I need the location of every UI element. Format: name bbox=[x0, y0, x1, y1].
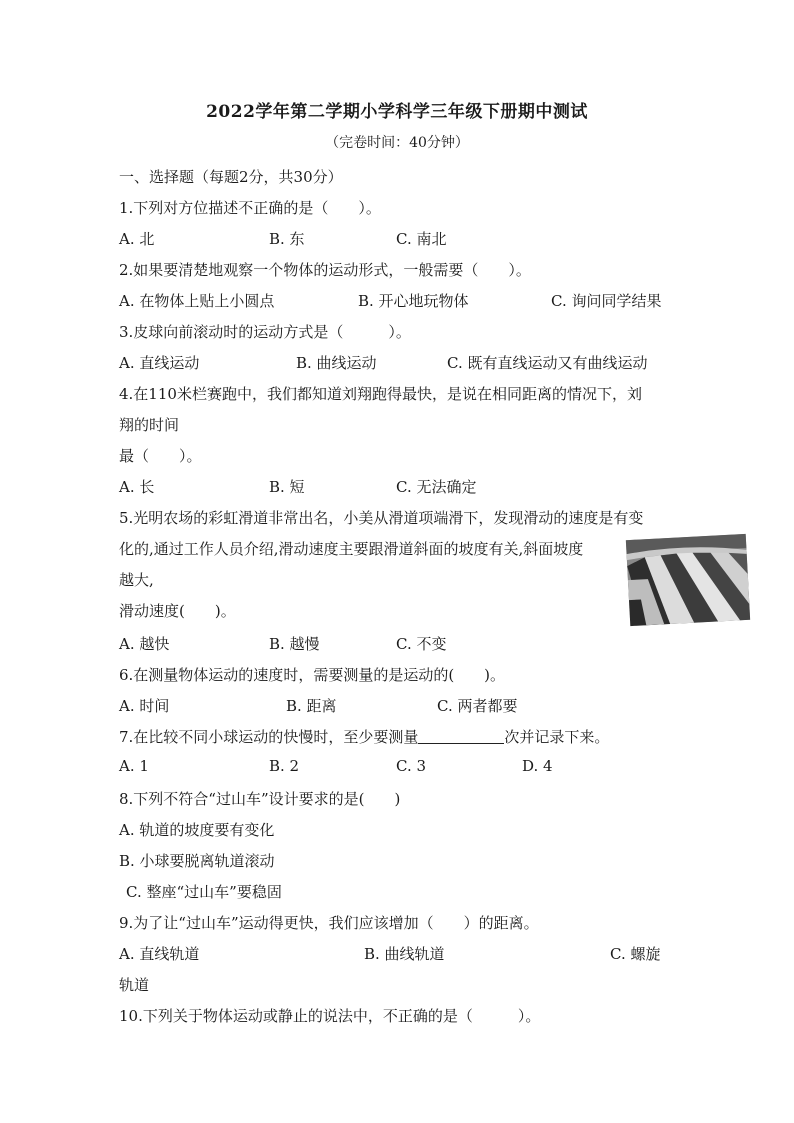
question-5-option-b: B. 越慢 bbox=[269, 635, 320, 653]
question-7-option-c: C. 3 bbox=[396, 757, 427, 775]
question-9-option-a: A. 直线轨道 bbox=[119, 945, 200, 963]
question-6-option-b: B. 距离 bbox=[286, 697, 337, 715]
rainbow-slide-photo bbox=[626, 534, 750, 626]
question-3-option-a: A. 直线运动 bbox=[119, 354, 200, 372]
question-4-option-c: C. 无法确定 bbox=[396, 478, 477, 496]
answer-blank bbox=[418, 729, 504, 744]
section-heading: 一、选择题（每题2分，共30分） bbox=[119, 168, 343, 186]
question-7-option-a: A. 1 bbox=[119, 757, 149, 775]
question-2-stem: 2.如果要清楚地观察一个物体的运动形式，一般需要（ ）。 bbox=[119, 261, 531, 279]
question-1-option-b: B. 东 bbox=[269, 230, 305, 248]
question-3-option-c: C. 既有直线运动又有曲线运动 bbox=[447, 354, 648, 372]
question-9-stem: 9.为了让“过山车”运动得更快，我们应该增加（ ）的距离。 bbox=[119, 914, 539, 932]
question-1-stem: 1.下列对方位描述不正确的是（ ）。 bbox=[119, 199, 381, 217]
question-7-stem-part-1: 7.在比较不同小球运动的快慢时，至少要测量 bbox=[119, 728, 419, 746]
question-1-option-a: A. 北 bbox=[119, 230, 155, 248]
question-4-option-b: B. 短 bbox=[269, 478, 305, 496]
question-9-option-c: C. 螺旋 bbox=[610, 945, 661, 963]
question-8-option-a: A. 轨道的坡度要有变化 bbox=[119, 821, 275, 839]
question-6-option-c: C. 两者都要 bbox=[437, 697, 518, 715]
question-5-stem-line-1: 5.光明农场的彩虹滑道非常出名，小美从滑道项端滑下，发现滑动的速度是有变 bbox=[119, 509, 644, 527]
question-8-option-b: B. 小球要脱离轨道滚动 bbox=[119, 852, 275, 870]
question-7-stem-part-2: 次并记录下来。 bbox=[504, 728, 610, 746]
question-7-stem bbox=[119, 726, 609, 747]
page-subtitle: （完卷时间：40分钟） bbox=[325, 135, 469, 151]
question-5-option-c: C. 不变 bbox=[396, 635, 447, 653]
question-3-stem: 3.皮球向前滚动时的运动方式是（ ）。 bbox=[119, 323, 411, 341]
question-2-option-b: B. 开心地玩物体 bbox=[358, 292, 469, 310]
question-6-stem: 6.在测量物体运动的速度时，需要测量的是运动的( )。 bbox=[119, 666, 506, 684]
question-8-option-c: C. 整座“过山车”要稳固 bbox=[126, 883, 282, 901]
question-6-option-a: A. 时间 bbox=[119, 697, 170, 715]
question-4-stem-line-1: 4.在110米栏赛跑中，我们都知道刘翔跑得最快，是说在相同距离的情况下，刘 bbox=[119, 385, 642, 403]
question-5-stem-line-4: 滑动速度( )。 bbox=[119, 602, 236, 620]
question-10-stem: 10.下列关于物体运动或静止的说法中，不正确的是（ ）。 bbox=[119, 1007, 541, 1025]
question-3-option-b: B. 曲线运动 bbox=[296, 354, 377, 372]
question-8-stem: 8.下列不符合“过山车”设计要求的是( ) bbox=[119, 790, 401, 808]
question-9-option-b: B. 曲线轨道 bbox=[364, 945, 445, 963]
page-title: 2022学年第二学期小学科学三年级下册期中测试 bbox=[206, 102, 588, 122]
question-2-option-a: A. 在物体上贴上小圆点 bbox=[119, 292, 275, 310]
question-5-stem-line-3: 越大, bbox=[119, 571, 154, 589]
question-2-option-c: C. 询问同学结果 bbox=[551, 292, 662, 310]
question-9-option-c-continued: 轨道 bbox=[119, 976, 150, 994]
question-4-stem-line-3: 最（ ）。 bbox=[119, 447, 202, 465]
question-7-option-d: D. 4 bbox=[522, 757, 553, 775]
question-4-option-a: A. 长 bbox=[119, 478, 155, 496]
question-7-option-b: B. 2 bbox=[269, 757, 300, 775]
question-4-stem-line-2: 翔的时间 bbox=[119, 416, 180, 434]
question-1-option-c: C. 南北 bbox=[396, 230, 447, 248]
question-5-option-a: A. 越快 bbox=[119, 635, 170, 653]
question-5-stem-line-2: 化的,通过工作人员介绍,滑动速度主要跟滑道斜面的坡度有关,斜面坡度 bbox=[119, 540, 584, 558]
